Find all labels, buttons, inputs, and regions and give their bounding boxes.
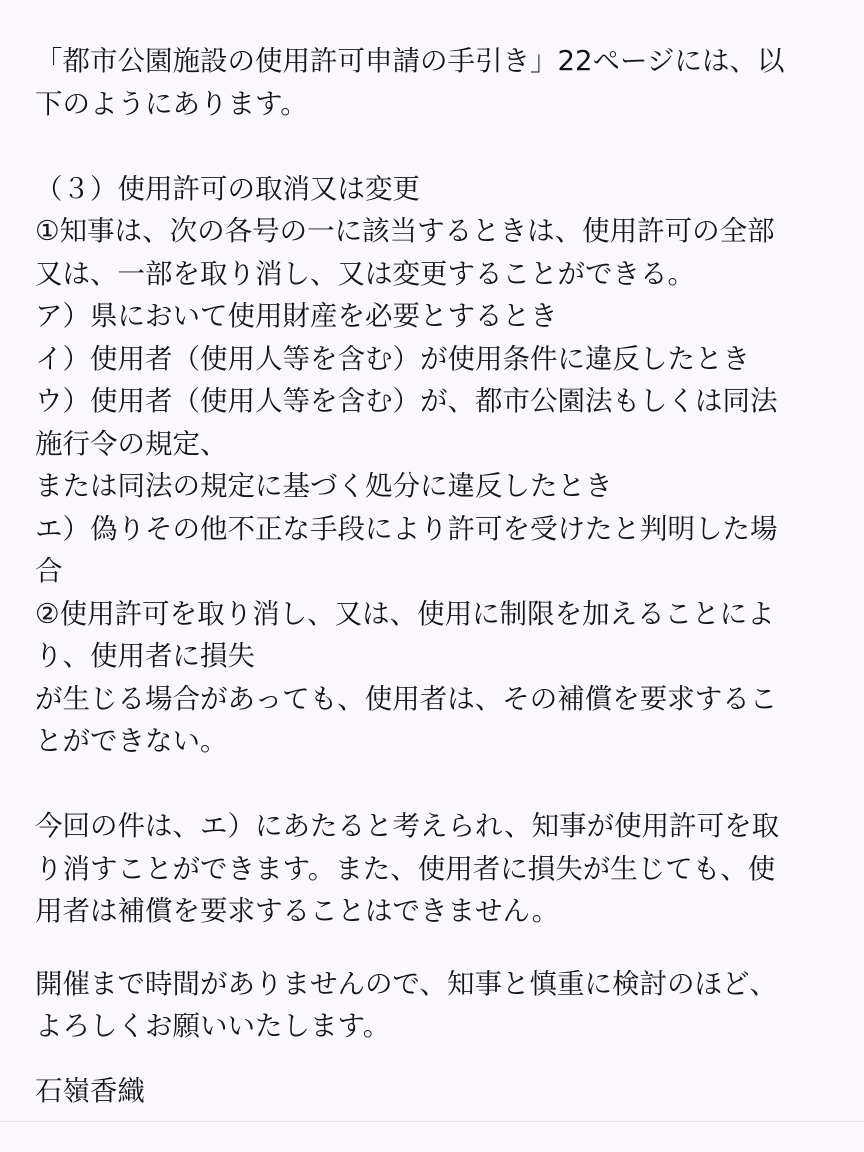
text-line: が生じる場合があっても、使用者は、その補償を要求するこ — [35, 682, 778, 715]
text-line: 「都市公園施設の使用許可申請の手引き」22ページには、以 — [35, 45, 785, 77]
bottom-divider — [0, 1121, 864, 1122]
list-item: ウ）使用者（使用人等を含む）が、都市公園法もしくは同法 — [35, 385, 778, 417]
text-line: 用者は補償を要求することはできません。 — [35, 895, 560, 927]
text-line: とができない。 — [35, 725, 228, 757]
text-line: 今回の件は、エ）にあたると考えられ、知事が使用許可を取 — [35, 810, 780, 842]
text-line: よろしくお願いいたします。 — [35, 1010, 391, 1042]
signature-name: 石嶺香織 — [35, 1074, 145, 1107]
quoted-guideline — [35, 168, 835, 763]
list-item: ア）県において使用財産を必要とするとき — [35, 300, 558, 332]
document-body — [35, 40, 835, 1112]
signature-block — [35, 1070, 835, 1113]
text-line: 開催まで時間がありませんので、知事と慎重に検討のほど、 — [35, 967, 777, 1000]
request-paragraph — [35, 963, 835, 1048]
list-item: エ）偽りその他不正な手段により許可を受けたと判明した場 — [35, 512, 778, 545]
text-line: ①知事は、次の各号の一に該当するときは、使用許可の全部 — [35, 215, 775, 247]
text-line: 合 — [35, 555, 63, 587]
text-line: ②使用許可を取り消し、又は、使用に制限を加えることによ — [35, 597, 775, 630]
text-line: または同法の規定に基づく処分に違反したとき — [35, 470, 613, 502]
list-item: イ）使用者（使用人等を含む）が使用条件に違反したとき — [35, 342, 750, 375]
conclusion-paragraph — [35, 805, 835, 933]
text-line: 下のようにあります。 — [35, 87, 308, 120]
text-line: り、使用者に損失 — [35, 640, 255, 672]
text-line: 又は、一部を取り消し、又は変更することができる。 — [35, 257, 695, 290]
intro-paragraph — [35, 40, 835, 125]
section-heading: （３）使用許可の取消又は変更 — [35, 172, 420, 205]
text-line: 施行令の規定、 — [35, 427, 228, 460]
text-line: り消すことができます。また、使用者に損失が生じても、使 — [35, 852, 776, 885]
